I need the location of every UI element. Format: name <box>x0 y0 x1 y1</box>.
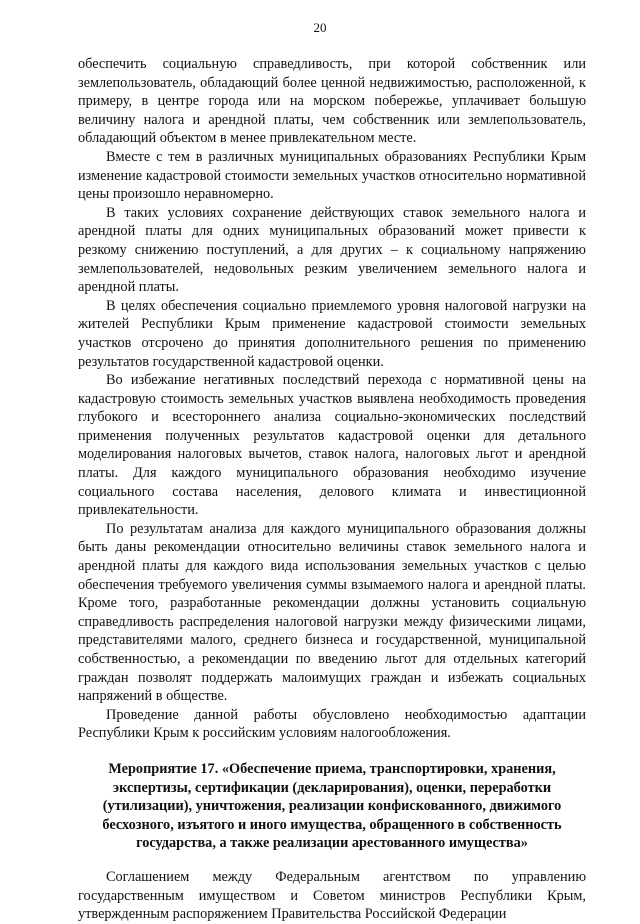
paragraph: В таких условиях сохранение действующих ставок земельного налога и арендной платы для одних муниципальных образований может привести к резкому снижению поступлений, а для других – к социальному напряжению землепользователей, недовольных резким увеличением земельного налога и арендной платы. <box>78 204 586 296</box>
document-body <box>78 55 586 924</box>
paragraph: Проведение данной работы обусловлено необходимостью адаптации Республики Крым к российским условиям налогообложения. <box>78 706 586 742</box>
paragraph: В целях обеспечения социально приемлемого уровня налоговой нагрузки на жителей Республики Крым применение кадастровой стоимости земельных участков отсрочено до принятия дополнительного решения по применению результатов государственной кадастровой оценки. <box>78 297 586 370</box>
paragraph: По результатам анализа для каждого муниципального образования должны быть даны рекомендации относительно величины ставок земельного налога и арендной платы для каждого вида использования земельных участков с целью обеспечения требуемого увеличения суммы взымаемого налога и арендной платы. Кроме того, разработанные рекомендации должны установить социальную справедливость распределения налоговой нагрузки между физическими лицами, представителями малого, среднего бизнеса и государственной, муниципальной собственностью, а рекомендации по введению льгот для отдельных категорий граждан позволят поддержать малоимущих граждан и избежать социальных напряжений в обществе. <box>78 520 586 705</box>
paragraph: Вместе с тем в различных муниципальных образованиях Республики Крым изменение кадастровой стоимости земельных участков относительно нормативной цены произошло неравномерно. <box>78 148 586 203</box>
paragraph: Соглашением между Федеральным агентством по управлению государственным имуществом и Советом министров Республики Крым, утвержденным распоряжением Правительства Российской Федерации <box>78 868 586 923</box>
page-number: 20 <box>313 20 327 35</box>
paragraph-continuation: обеспечить социальную справедливость, при которой собственник или землепользователь, обладающий более ценной недвижимостью, расположенной, к примеру, в центре города или на морском побережье, уплачивает большую величину налога и арендной платы, чем собственник или землепользователь, обладающий объектом в менее привлекательном месте. <box>78 56 586 147</box>
section-heading: Мероприятие 17. «Обеспечение приема, транспортировки, хранения, экспертизы, сертификации (декларирования), оценки, переработки (утилизации), уничтожения, реализации конфискованного, движимого бесхозного, изъятого и иного имущества, обращенного в собственность государства, а также реализации арестованного имущества» <box>102 760 562 852</box>
paragraph: Во избежание негативных последствий перехода с нормативной цены на кадастровую стоимость земельных участков выявлена необходимость проведения глубокого и всестороннего анализа социально-экономических последствий применения полученных результатов кадастровой оценки для детального моделирования налоговых вычетов, ставок налога, налоговых льгот и арендной платы. Для каждого муниципального образования необходимо изучение социального состава населения, делового климата и инвестиционной привлекательности. <box>78 372 586 519</box>
